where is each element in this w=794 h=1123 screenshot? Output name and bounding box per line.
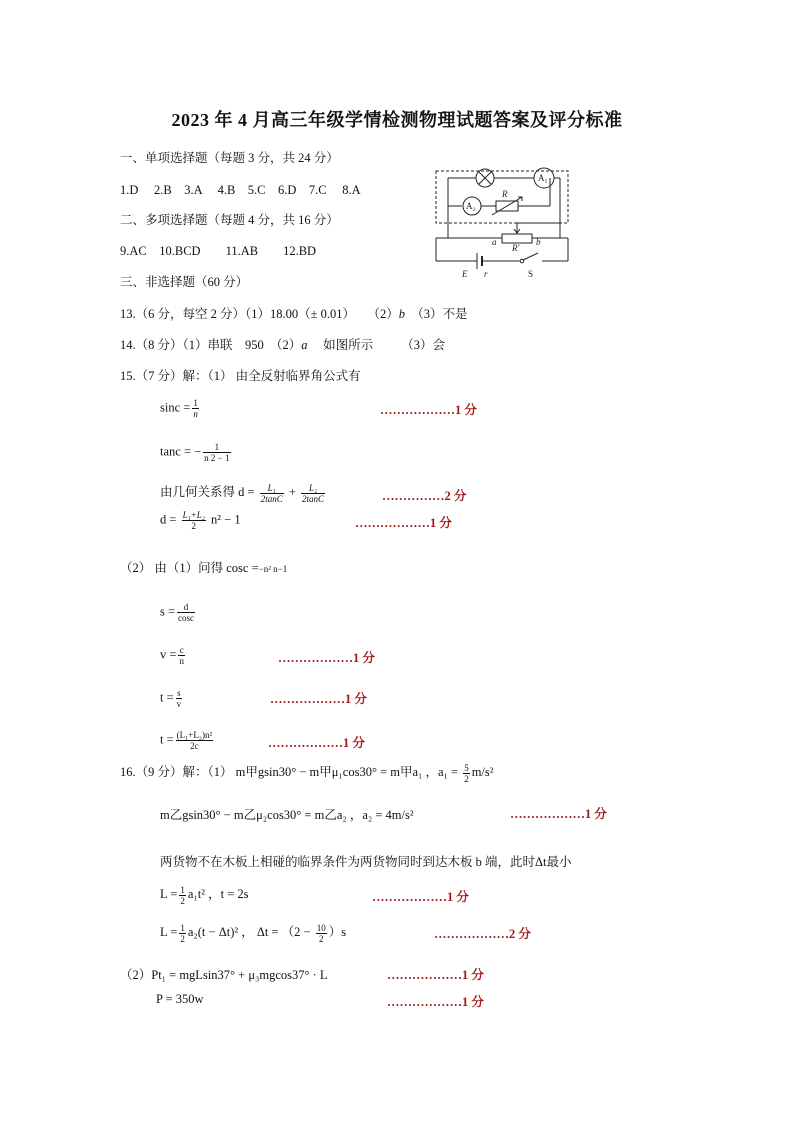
q16-L1: L = $\frac{1}{2}$ a₁t² ，t = 2s [160, 884, 249, 906]
q15-v: v = $\frac{c}{n}$ [160, 645, 184, 666]
label-e: E [462, 269, 468, 279]
score-8: ………………1 分 [372, 890, 469, 904]
label-b: b [536, 237, 541, 247]
label-a1: A₁ [538, 173, 548, 183]
label-a2: A₂ [466, 201, 476, 211]
q16-intro: 16.（9 分）解：（1） m甲gsin30° − m甲μ₁cos30° = m甲a₁ ，a₁ = $\frac{5}{2}$ m/s² [120, 762, 494, 784]
score-3: ………………1 分 [355, 516, 452, 530]
score-11: ………………1 分 [387, 995, 484, 1009]
q15-s: s = $\frac{d}{\cos c}$ [160, 602, 195, 623]
label-s: S [528, 269, 534, 279]
q15-intro: 15.（7 分）解：（1） 由全反射临界角公式有 [120, 369, 361, 383]
q16-condition: 两货物不在木板上相碰的临界条件为两货物同时到达木板 b 端，此时Δt最小 [160, 855, 572, 869]
score-2: ……………2 分 [382, 489, 467, 503]
q16-power: P = 350w [156, 992, 204, 1006]
score-5: ………………1 分 [270, 692, 367, 706]
switch-blade [523, 253, 538, 260]
label-r-internal: r [484, 269, 488, 279]
section2-heading: 二、多项选择题（每题 4 分，共 16 分） [120, 213, 339, 227]
label-a: a [492, 237, 497, 247]
label-r-prime: R′ [512, 243, 520, 253]
score-4: ………………1 分 [278, 651, 375, 665]
q14-line: 14.（8 分）（1）串联 950 （2）a 如图所示 （3）会 [120, 338, 446, 352]
q16-eq2: m乙gsin30° − m乙μ₂cos30° = m乙a₂ ，a₂ = 4m/s² [160, 808, 414, 822]
page-title: 2023 年 4 月高三年级学情检测物理试题答案及评分标准 [171, 110, 623, 130]
q13-line: 13.（6 分，每空 2 分）（1）18.00（± 0.01） （2）b （3）不是 [120, 307, 468, 321]
q16-part2: （2）Pt₁ = mgLsin37° + μ₃mgcos37° · L [120, 968, 328, 982]
score-9: ………………2 分 [434, 927, 531, 941]
section1-answers: 1.D 2.B 3.A 4.B 5.C 6.D 7.C 8.A [120, 183, 361, 197]
section3-heading: 三、非选择题（60 分） [120, 275, 249, 289]
label-r: R [502, 189, 508, 199]
q15-tanc: tanc = − $\frac{1}{n 2 - 1}$ [160, 442, 230, 463]
circuit-diagram [432, 165, 572, 283]
q16-L2: L = $\frac{1}{2}$ a₂(t − Δt)² ， Δt = （2 − $\frac{10}{2}$ ）s [160, 922, 347, 944]
q15-t1: t = $\frac{s}{v}$ [160, 688, 182, 709]
q15-geometry: 由几何关系得 d = $\frac{\text{L₁}}{2\tan C}$ + $\frac{\text{L₂}}{2\tan C}$ [160, 482, 325, 504]
score-7: ………………1 分 [510, 807, 607, 821]
score-10: ………………1 分 [387, 968, 484, 982]
slider-resistor-icon [502, 234, 532, 243]
score-6: ………………1 分 [268, 736, 365, 750]
score-1: ………………1 分 [380, 403, 477, 417]
q15-d: d = $\frac{\text{L₁+L₂}}{2}$ n² − 1 [160, 510, 241, 531]
q15-t2: t = $\frac{\text{(L₁+L₂)n²}}{2c}$ [160, 730, 213, 751]
q15-sinc: sinc = $\frac{1}{n}$ [160, 398, 198, 419]
section2-answers: 9.AC 10.BCD 11.AB 12.BD [120, 244, 317, 258]
section1-heading: 一、单项选择题（每题 3 分，共 24 分） [120, 151, 339, 165]
q15-part2: （2） 由（1）问得 cosc =−n² n−1 [120, 561, 288, 575]
